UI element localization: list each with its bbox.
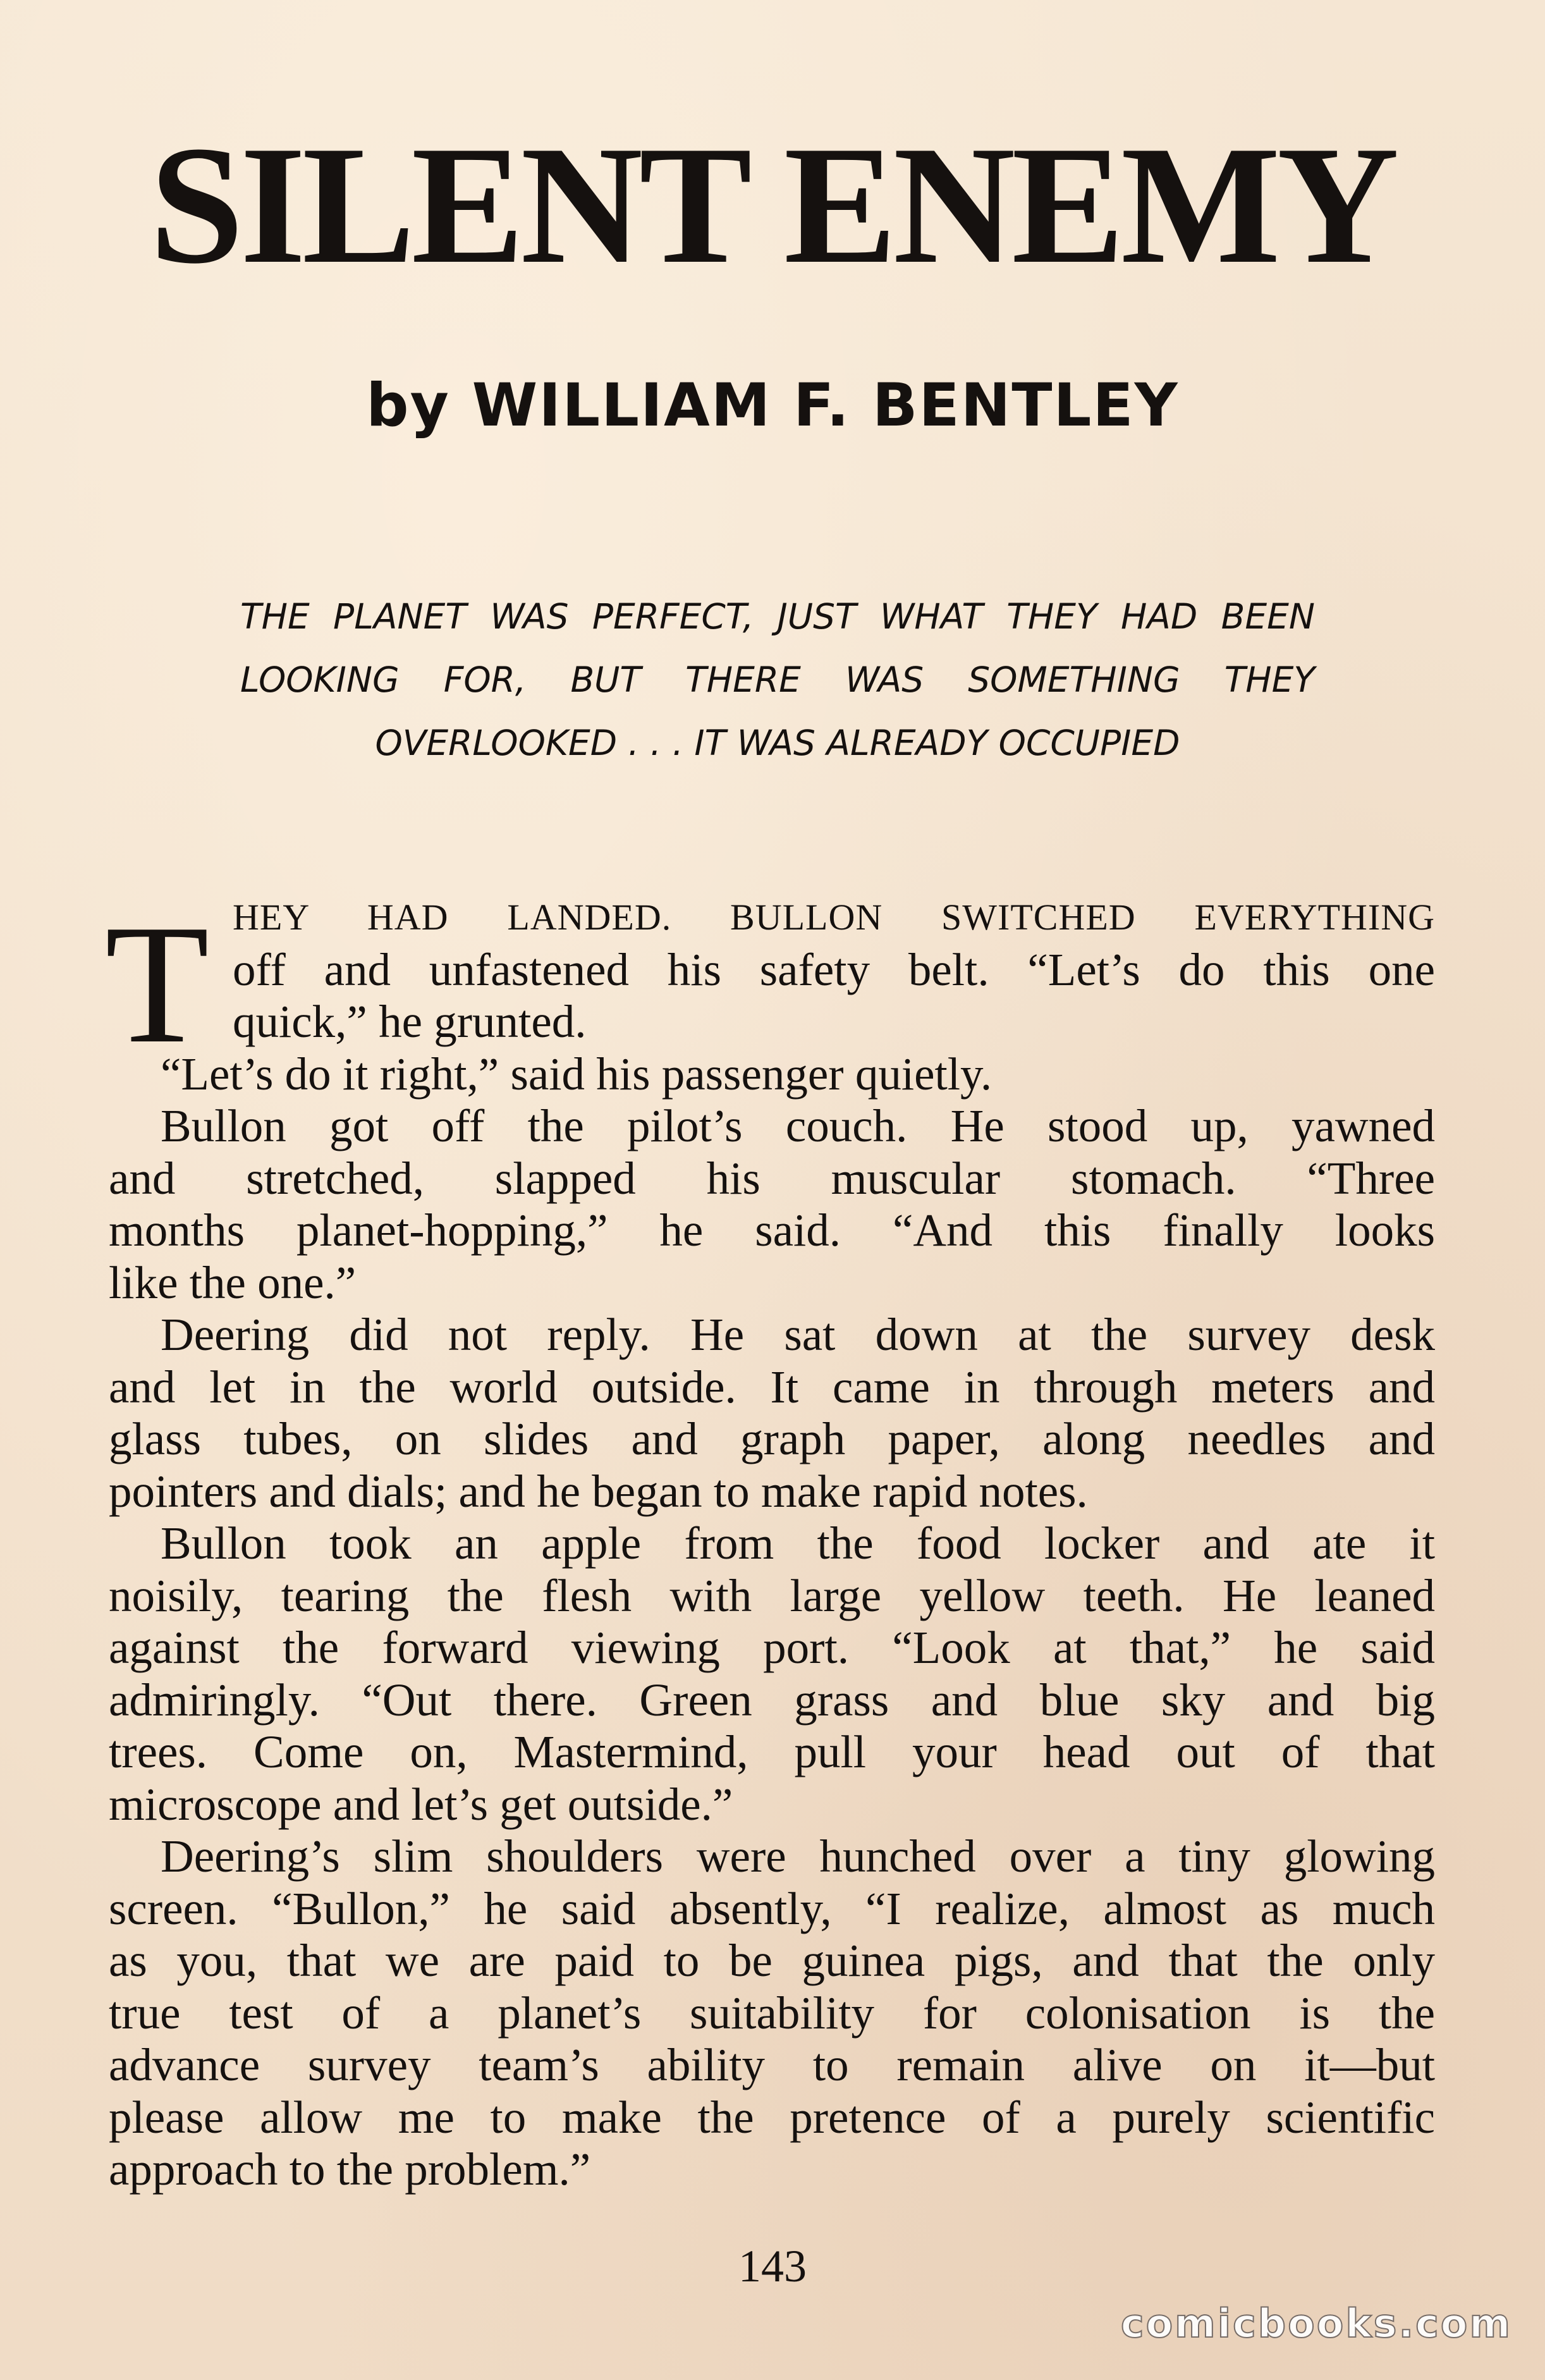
site-watermark: comicbooks.com [1120,2300,1512,2346]
text-line: true test of a planet’s suitability for colonisation is the [109,1987,1435,2039]
text-line: quick,” he grunted. [233,996,587,1047]
text-line: Deering did not reply. He sat down at the survey desk [161,1309,1435,1360]
text-line: glass tubes, on slides and graph paper, along needles and [109,1413,1435,1464]
text-line: pointers and dials; and he began to make rapid notes. [109,1465,1088,1517]
paragraph [109,1048,1435,1101]
story-title: SILENT ENEMY [149,111,1396,298]
text-line: advance survey team’s ability to remain alive on it—but [109,2039,1435,2090]
drop-cap: T [105,890,209,1079]
story-blurb [240,585,1315,775]
paragraph [109,1309,1435,1518]
blurb-line: OVERLOOKED . . . IT WAS ALREADY OCCUPIED [375,723,1180,763]
text-line: like the one.” [109,1256,357,1308]
text-line: screen. “Bullon,” he said absently, “I realize, almost as much [109,1882,1435,1934]
story-body [105,890,1435,2196]
text-line: microscope and let’s get outside.” [109,1778,733,1830]
text-line: approach to the problem.” [109,2144,591,2195]
text-line: Deering’s slim shoulders were hunched over a tiny glowing [161,1831,1435,1882]
text-line: and let in the world outside. It came in through meters and [109,1361,1435,1413]
text-line: as you, that we are paid to be guinea pigs, and that the only [109,1935,1435,1986]
text-line: months planet-hopping,” he said. “And this finally looks [109,1205,1435,1256]
page-number: 143 [738,2241,807,2291]
text-line: “Let’s do it right,” said his passenger quietly. [161,1048,992,1100]
paragraph [109,1518,1435,1831]
text-line: trees. Come on, Mastermind, pull your head out of that [109,1726,1435,1777]
opening-smallcaps-line: HEY HAD LANDED. BULLON SWITCHED EVERYTHING [233,897,1435,938]
text-line: noisily, tearing the flesh with large yellow teeth. He leaned [109,1569,1435,1621]
blurb-line: THE PLANET WAS PERFECT, JUST WHAT THEY HAD BEEN [240,596,1315,637]
text-line: please allow me to make the pretence of a purely scientific [109,2091,1435,2143]
text-line: off and unfastened his safety belt. “Let’s do this one [233,943,1435,995]
text-line: Bullon took an apple from the food locker and ate it [161,1518,1435,1569]
author-byline: by WILLIAM F. BENTLEY [366,371,1179,440]
paragraph [109,1831,1435,2196]
text-line: Bullon got off the pilot’s couch. He stood up, yawned [161,1100,1435,1151]
text-line: against the forward viewing port. “Look at that,” he said [109,1622,1435,1673]
text-line: admiringly. “Out there. Green grass and blue sky and big [109,1674,1435,1726]
text-line: and stretched, slapped his muscular stomach. “Three [109,1152,1435,1204]
paragraph [109,1100,1435,1309]
blurb-line: LOOKING FOR, BUT THERE WAS SOMETHING THEY [240,659,1315,700]
